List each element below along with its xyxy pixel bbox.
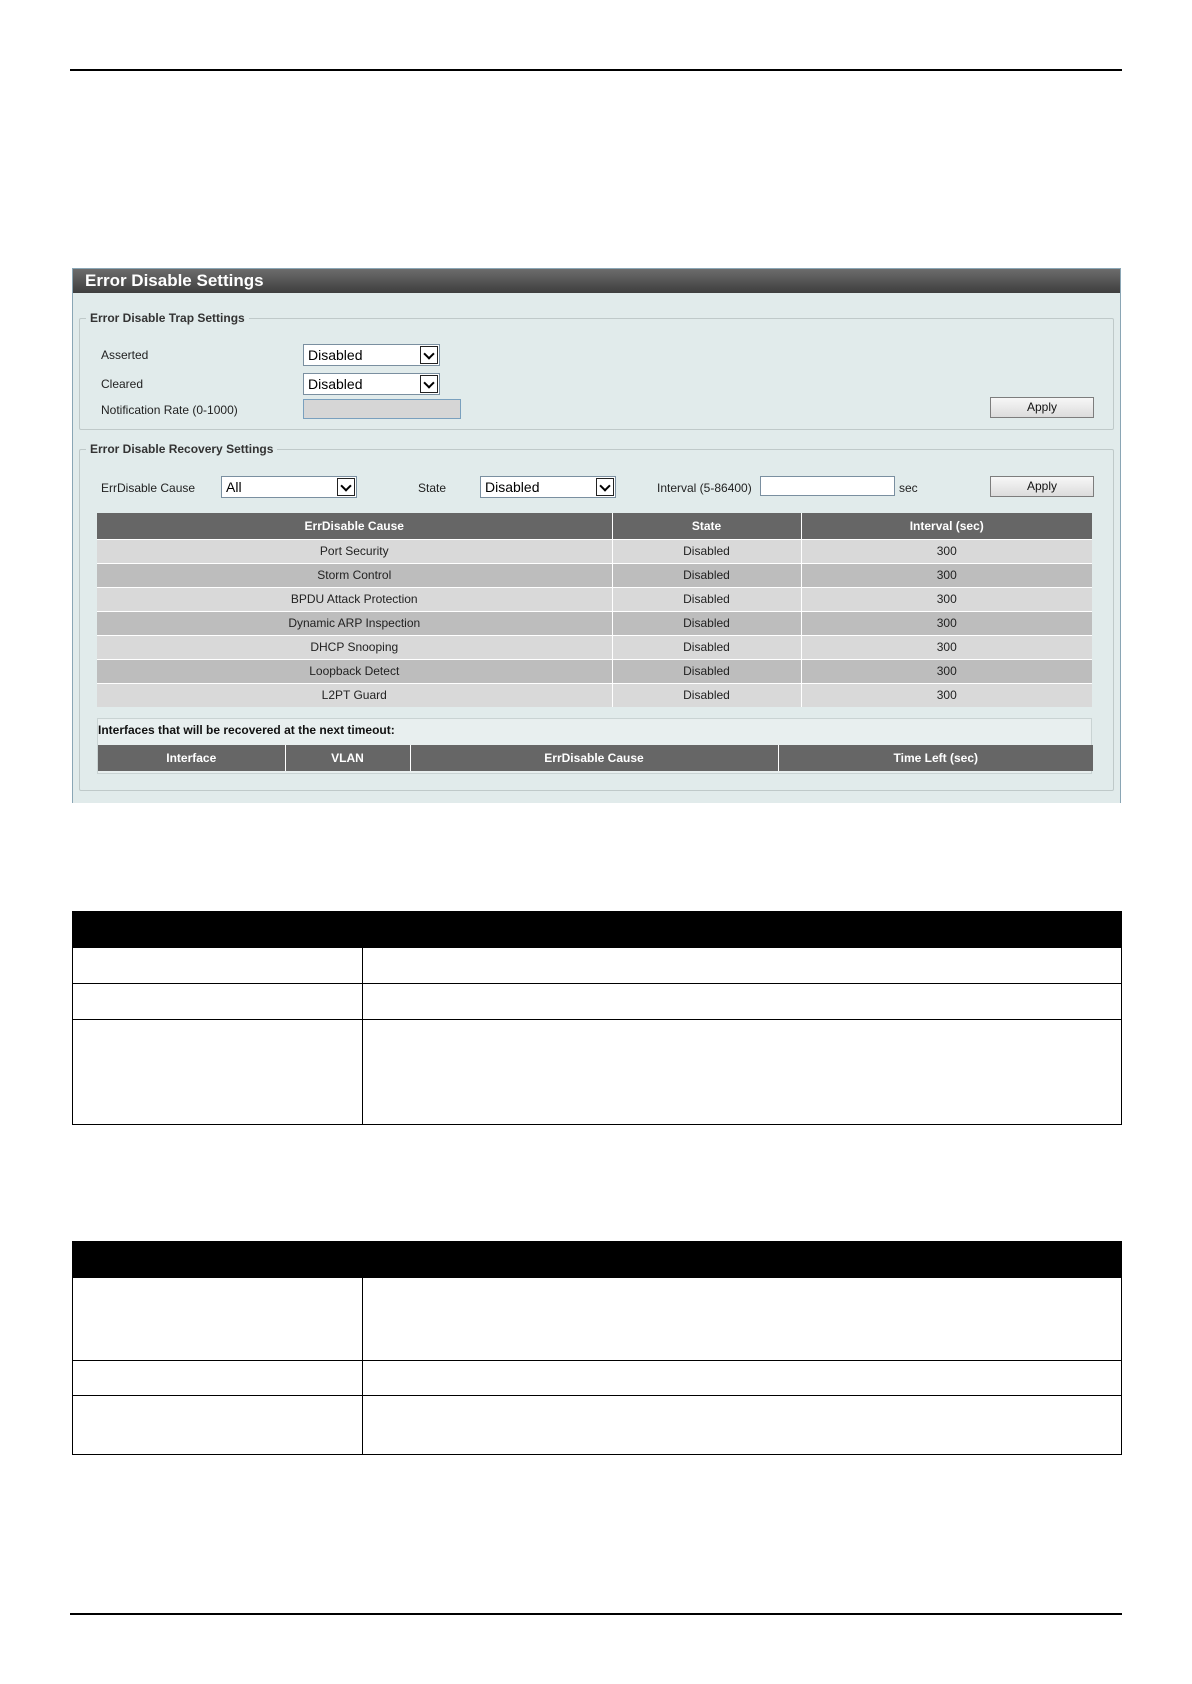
header-cell <box>73 1242 1122 1278</box>
column-header-errdisable-cause: ErrDisable Cause <box>410 745 778 771</box>
recover-interfaces-title: Interfaces that will be recovered at the next timeout: <box>98 723 395 737</box>
error-disable-settings-panel <box>72 268 1121 803</box>
sec-label: sec <box>899 481 918 495</box>
cleared-value: Disabled <box>308 376 363 392</box>
panel-title: Error Disable Settings <box>73 269 1120 293</box>
state-cell: Disabled <box>612 683 801 707</box>
recover-table-header <box>98 745 1093 771</box>
parameter-cell <box>73 1396 363 1455</box>
notification-rate-label: Notification Rate (0-1000) <box>101 403 238 417</box>
table-row <box>73 948 1122 984</box>
column-header-interface: Interface <box>98 745 285 771</box>
column-header-time-left: Time Left (sec) <box>778 745 1093 771</box>
parameter-table-2 <box>72 1241 1122 1455</box>
recover-interfaces-table <box>98 745 1093 771</box>
description-cell <box>363 984 1122 1020</box>
table-row <box>73 1278 1122 1361</box>
trap-settings-legend: Error Disable Trap Settings <box>90 311 245 325</box>
description-cell <box>363 1278 1122 1361</box>
table-row <box>97 659 1092 683</box>
description-cell <box>363 1020 1122 1125</box>
state-cell: Disabled <box>612 635 801 659</box>
table-row <box>97 587 1092 611</box>
errdisable-cause-label: ErrDisable Cause <box>101 481 196 495</box>
chevron-down-icon <box>420 375 438 393</box>
description-cell <box>363 948 1122 984</box>
parameter-cell <box>73 948 363 984</box>
column-header-cause: ErrDisable Cause <box>97 513 612 539</box>
state-cell: Disabled <box>612 611 801 635</box>
recovery-settings-legend: Error Disable Recovery Settings <box>90 442 274 456</box>
description-cell <box>363 1361 1122 1396</box>
table-row <box>97 539 1092 563</box>
interval-cell: 300 <box>801 587 1092 611</box>
interval-cell: 300 <box>801 683 1092 707</box>
state-value: Disabled <box>485 479 540 495</box>
state-cell: Disabled <box>612 563 801 587</box>
recovery-table <box>97 513 1092 707</box>
cause-cell: Port Security <box>97 539 612 563</box>
parameter-table-1 <box>72 911 1122 1125</box>
state-cell: Disabled <box>612 587 801 611</box>
errdisable-cause-select[interactable] <box>221 476 357 498</box>
table-row <box>97 563 1092 587</box>
table-row <box>97 635 1092 659</box>
header-rule <box>70 69 1122 71</box>
state-cell: Disabled <box>612 659 801 683</box>
cause-cell: Loopback Detect <box>97 659 612 683</box>
parameter-cell <box>73 1020 363 1125</box>
state-label: State <box>418 481 447 495</box>
parameter-cell <box>73 1278 363 1361</box>
errdisable-cause-value: All <box>226 479 242 495</box>
parameter-table-header <box>73 912 1122 948</box>
state-cell: Disabled <box>612 539 801 563</box>
parameter-table-header <box>73 1242 1122 1278</box>
asserted-select[interactable] <box>303 344 440 366</box>
cleared-label: Cleared <box>101 377 144 391</box>
recover-interfaces-box <box>97 718 1092 774</box>
table-row <box>97 683 1092 707</box>
parameter-cell <box>73 1361 363 1396</box>
interval-input[interactable] <box>760 476 895 496</box>
column-header-state: State <box>612 513 801 539</box>
footer-rule <box>70 1613 1122 1615</box>
interval-cell: 300 <box>801 659 1092 683</box>
interval-cell: 300 <box>801 539 1092 563</box>
table-row <box>73 1020 1122 1125</box>
description-cell <box>363 1396 1122 1455</box>
state-select[interactable] <box>480 476 616 498</box>
chevron-down-icon <box>596 478 614 496</box>
trap-apply-button[interactable]: Apply <box>990 397 1094 418</box>
table-row <box>73 1396 1122 1455</box>
header-cell <box>73 912 1122 948</box>
table-row <box>73 1361 1122 1396</box>
chevron-down-icon <box>337 478 355 496</box>
asserted-value: Disabled <box>308 347 363 363</box>
table-row <box>73 984 1122 1020</box>
recovery-table-header <box>97 513 1092 539</box>
recovery-apply-button[interactable]: Apply <box>990 476 1094 497</box>
interval-cell: 300 <box>801 563 1092 587</box>
interval-cell: 300 <box>801 611 1092 635</box>
column-header-interval: Interval (sec) <box>801 513 1092 539</box>
interval-cell: 300 <box>801 635 1092 659</box>
parameter-cell <box>73 984 363 1020</box>
cause-cell: L2PT Guard <box>97 683 612 707</box>
cause-cell: DHCP Snooping <box>97 635 612 659</box>
cause-cell: Storm Control <box>97 563 612 587</box>
notification-rate-input[interactable] <box>303 399 461 419</box>
cause-cell: Dynamic ARP Inspection <box>97 611 612 635</box>
asserted-label: Asserted <box>101 348 149 362</box>
cleared-select[interactable] <box>303 373 440 395</box>
table-row <box>97 611 1092 635</box>
column-header-vlan: VLAN <box>285 745 410 771</box>
cause-cell: BPDU Attack Protection <box>97 587 612 611</box>
chevron-down-icon <box>420 346 438 364</box>
interval-label: Interval (5-86400) <box>657 481 752 495</box>
